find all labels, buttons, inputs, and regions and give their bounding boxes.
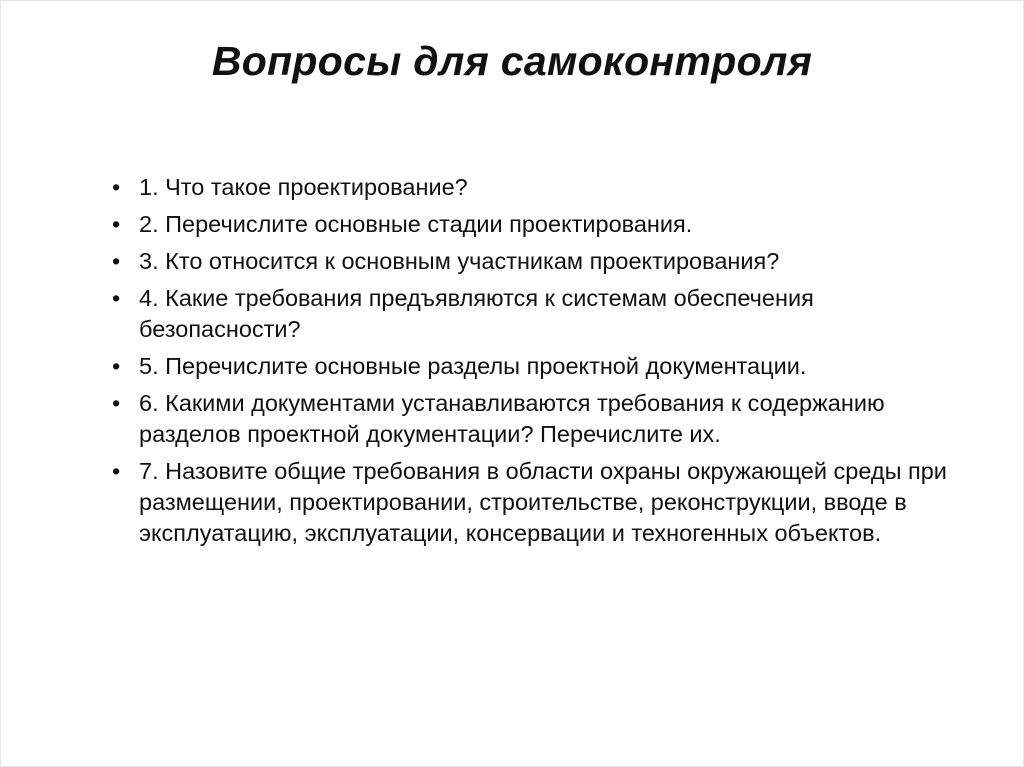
list-item: • 5. Перечислите основные разделы проектной документации.	[112, 351, 952, 382]
bullet: •	[112, 285, 121, 311]
question-list	[112, 172, 952, 555]
bullet: •	[112, 174, 121, 200]
bullet: •	[112, 390, 121, 416]
list-item: • 2. Перечислите основные стадии проектирования.	[112, 209, 952, 240]
slide-title: Вопросы для самоконтроля	[211, 38, 813, 84]
bullet: •	[112, 248, 121, 274]
list-item: • 4. Какие требования предъявляются к системам обеспечения безопасности?	[112, 285, 814, 342]
bullet: •	[112, 353, 121, 379]
list-item: • 1. Что такое проектирование?	[112, 172, 952, 203]
list-item: • 7. Назовите общие требования в области охраны окружающей среды при размещении, проектировании, строительстве, реконструкции, вводе в эксплуатацию, эксплуатации, консервации и техногенных объектов.	[112, 458, 947, 546]
bullet: •	[112, 458, 121, 484]
list-item: • 6. Какими документами устанавливаются требования к содержанию разделов проектной документации? Перечислите их.	[112, 390, 885, 447]
list-item: • 3. Кто относится к основным участникам проектирования?	[112, 246, 952, 277]
bullet: •	[112, 211, 121, 237]
